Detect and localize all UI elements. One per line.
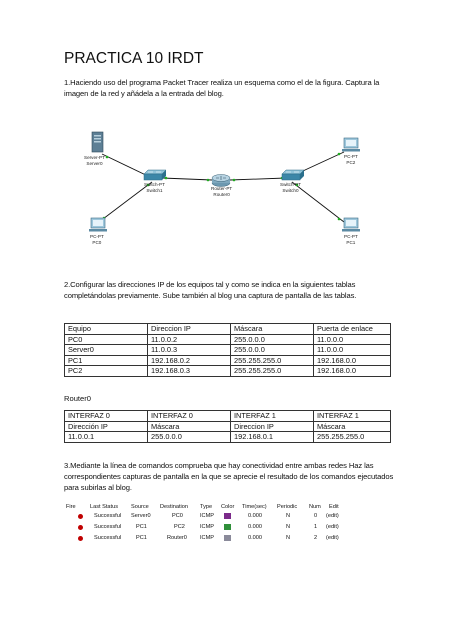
table-row [65,411,391,422]
pdu-edit-link[interactable]: (edit) [326,513,339,519]
pdu-source: PC1 [136,524,147,530]
pdu-row[interactable] [64,535,360,546]
pdu-col-status: Last Status [90,504,118,510]
switch1-icon [144,170,166,180]
pdu-status: Successful [94,513,122,519]
table-cell: 192.168.0.0 [314,366,391,377]
link-switch1-router [162,178,212,180]
pdu-destination: PC0 [172,513,183,519]
network-diagram [64,124,382,254]
router-interface-table [64,410,391,443]
pdu-col-color: Color [221,504,235,510]
table-cell: 255.0.0.0 [231,345,314,356]
switch0-label: Switch-PT Switch0 [280,182,301,193]
table-cell: Dirección IP [65,421,148,432]
pdu-color-swatch [224,513,231,519]
table-cell: Máscara [148,421,231,432]
table-row [65,432,391,443]
table-cell: INTERFAZ 1 [314,411,391,422]
table-cell: Direccion IP [231,421,314,432]
table-cell: PC1 [65,355,148,366]
table-cell: 255.255.255.0 [314,432,391,443]
table-cell: 11.0.0.0 [314,334,391,345]
table-cell: 192.168.0.0 [314,355,391,366]
table-cell: INTERFAZ 0 [65,411,148,422]
pdu-periodic: N [286,524,291,530]
pdu-col-type: Type [200,504,213,510]
pdu-periodic: N [286,513,291,519]
server-icon [92,132,103,152]
pdu-header [64,504,360,513]
pdu-col-time: Time(sec) [242,504,267,510]
pdu-color-swatch [224,535,231,541]
router-heading: Router0 [64,394,92,403]
table-cell: 192.168.0.2 [148,355,231,366]
server0-label: Server-PT Server0 [84,155,105,166]
table-cell: PC2 [65,366,148,377]
pdu-periodic: N [286,535,291,541]
pdu-time: 0.000 [248,513,262,519]
pdu-color-swatch [224,524,231,530]
table-cell: INTERFAZ 1 [231,411,314,422]
header-cell: Equipo [65,324,148,335]
pdu-type: ICMP [200,535,214,541]
pdu-destination: Router0 [167,535,187,541]
fire-indicator-icon[interactable] [78,514,83,519]
pdu-row[interactable] [64,524,360,535]
table-cell: 255.0.0.0 [148,432,231,443]
table-row [65,421,391,432]
table-cell: 192.168.0.1 [231,432,314,443]
table-row [65,334,391,345]
ip-config-table [64,323,391,377]
table-row [65,345,391,356]
switch0-icon [282,170,304,180]
pdu-type: ICMP [200,513,214,519]
switch1-label: Switch-PT Switch1 [144,182,165,193]
pc1-label: PC-PT PC1 [344,234,358,245]
table-cell: 255.0.0.0 [231,334,314,345]
link-router-switch0 [230,178,286,180]
header-cell: Direccion IP [148,324,231,335]
table-row [65,366,391,377]
pc1-icon [342,218,360,232]
pc0-icon [89,218,107,232]
pdu-col-periodic: Periodic [277,504,298,510]
table-cell: 255.255.255.0 [231,366,314,377]
router0-label: Router-PT Router0 [211,186,233,197]
fire-indicator-icon[interactable] [78,536,83,541]
table-cell: 11.0.0.3 [148,345,231,356]
pdu-num: 0 [314,513,318,519]
pdu-list [64,500,360,548]
pdu-source: PC1 [136,535,147,541]
table-header-row [65,324,391,335]
pdu-col-edit: Edit [329,504,339,510]
table-row [65,355,391,366]
pc2-label: PC-PT PC2 [344,154,358,165]
pdu-num: 1 [314,524,318,530]
header-cell: Puerta de enlace [314,324,391,335]
router-icon [212,175,230,187]
pdu-col-fire: Fire [66,504,76,510]
pdu-row[interactable] [64,513,360,524]
table-cell: INTERFAZ 0 [148,411,231,422]
table-cell: PC0 [65,334,148,345]
table-cell: 11.0.0.2 [148,334,231,345]
pdu-edit-link[interactable]: (edit) [326,524,339,530]
table-cell: Server0 [65,345,148,356]
table-cell: 255.255.255.0 [231,355,314,366]
pdu-status: Successful [94,535,122,541]
pdu-col-destination: Destination [160,504,188,510]
pdu-source: Server0 [131,513,151,519]
table-cell: Máscara [314,421,391,432]
pdu-col-source: Source [131,504,149,510]
fire-indicator-icon[interactable] [78,525,83,530]
header-cell: Máscara [231,324,314,335]
pdu-status: Successful [94,524,122,530]
page-title: PRACTICA 10 IRDT [64,50,204,67]
pc2-icon [342,138,360,152]
step3-instructions: 3.Mediante la línea de comandos comprueba que hay conectividad entre ambas redes Haz las correspondientes capturas de pantalla en la que se aprecie el resultado de los comandos ejecutados para subirlas al blog. [64,461,394,492]
table-cell: 11.0.0.1 [65,432,148,443]
step1-instructions: 1.Haciendo uso del programa Packet Tracer realiza un esquema como el de la figura. Captura la imagen de la red y añádela a la entrada del blog. [64,78,380,98]
table-cell: 11.0.0.0 [314,345,391,356]
pdu-num: 2 [314,535,318,541]
table-cell: 192.168.0.3 [148,366,231,377]
pdu-time: 0.000 [248,524,262,530]
pdu-edit-link[interactable]: (edit) [326,535,339,541]
pdu-destination: PC2 [174,524,185,530]
pdu-type: ICMP [200,524,214,530]
pdu-col-num: Num [309,504,321,510]
step2-instructions: 2.Configurar las direcciones IP de los equipos tal y como se indica en la siguientes tablas completándolas previamente. Sube también al blog una captura de pantalla de las tablas. [64,280,357,300]
pc0-label: PC-PT PC0 [90,234,104,245]
pdu-time: 0.000 [248,535,262,541]
